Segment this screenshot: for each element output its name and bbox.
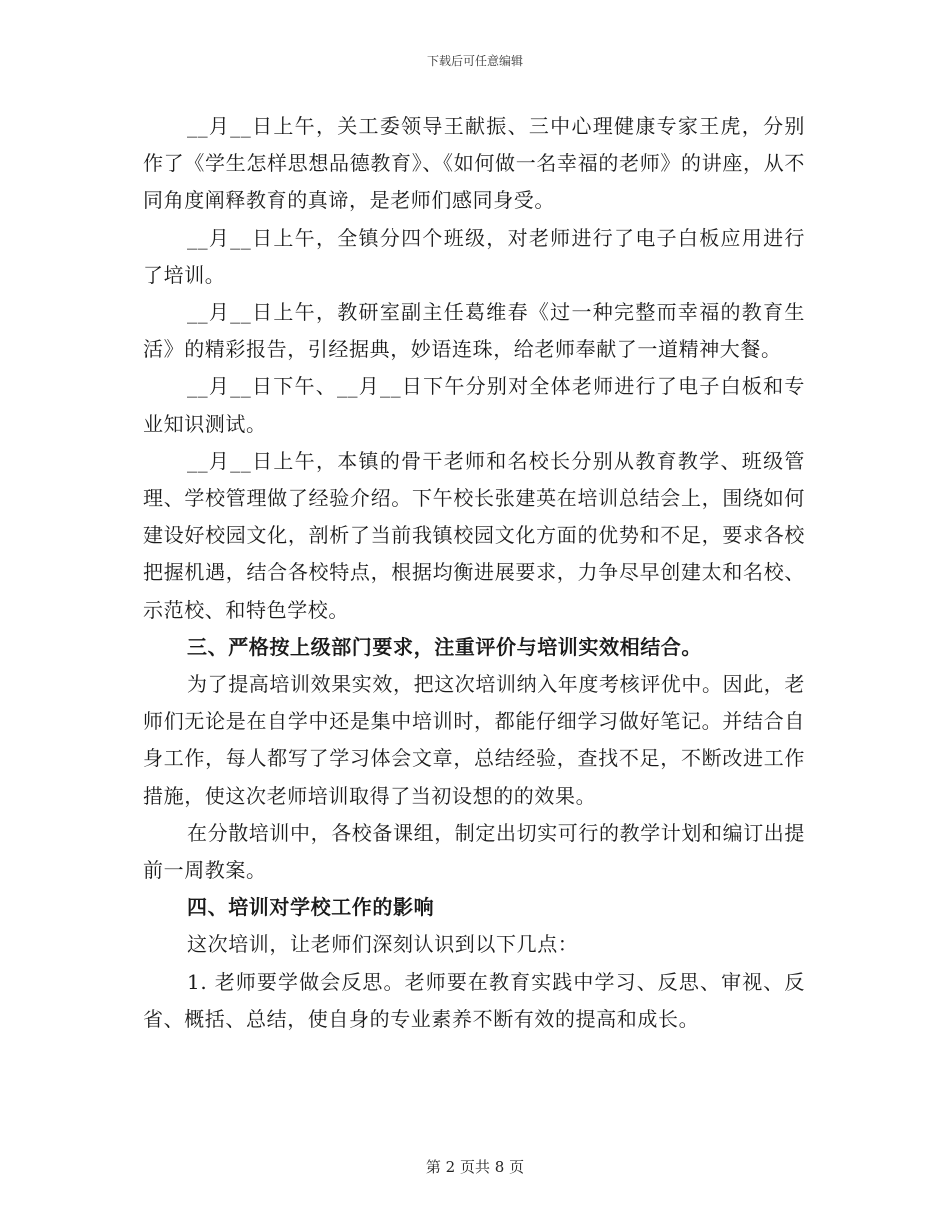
paragraph: __月__日上午，全镇分四个班级，对老师进行了电子白板应用进行了培训。 (143, 225, 805, 287)
paragraph: __月__日下午、__月__日下午分别对全体老师进行了电子白板和专业知识测试。 (143, 374, 805, 436)
paragraph: __月__日上午，关工委领导王献振、三中心理健康专家王虎，分别作了《学生怎样思想品德教育》、《如何做一名幸福的老师》的讲座，从不同角度阐释教育的真谛，是老师们感同身受。 (143, 114, 805, 213)
paragraph: __月__日上午，本镇的骨干老师和名校长分别从教育教学、班级管理、学校管理做了经验介绍。下午校长张建英在培训总结会上，围绕如何建设好校园文化，剖析了当前我镇校园文化方面的优势和不足，要求各校把握机遇，结合各校特点，根据均衡进展要求，力争尽早创建太和名校、示范校、和特色学校。 (143, 448, 805, 622)
page-footer: 第 2 页共 8 页 (425, 1158, 525, 1176)
paragraph: 这次培训，让老师们深刻认识到以下几点： (187, 932, 579, 957)
paragraph: 为了提高培训效果实效，把这次培训纳入年度考核评优中。因此，老师们无论是在自学中还是集中培训时，都能仔细学习做好笔记。并结合自身工作，每人都写了学习体会文章，总结经验，查找不足，不断改进工作措施，使这次老师培训取得了当初设想的的效果。 (143, 672, 805, 808)
list-item: 1. 老师要学做会反思。老师要在教育实践中学习、反思、审视、反省、概括、总结，使自身的专业素养不断有效的提高和成长。 (143, 969, 805, 1031)
section-heading: 四、培训对学校工作的影响 (187, 895, 435, 920)
section-heading: 三、严格按上级部门要求，注重评价与培训实效相结合。 (187, 634, 702, 659)
document-body (143, 108, 805, 1038)
page-header: 下载后可任意编辑 (426, 54, 523, 68)
paragraph: 在分散培训中，各校备课组，制定出切实可行的教学计划和编订出提前一周教案。 (143, 820, 805, 883)
paragraph: __月__日上午，教研室副主任葛维春《过一种完整而幸福的教育生活》的精彩报告，引经据典，妙语连珠，给老师奉献了一道精神大餐。 (143, 300, 805, 362)
